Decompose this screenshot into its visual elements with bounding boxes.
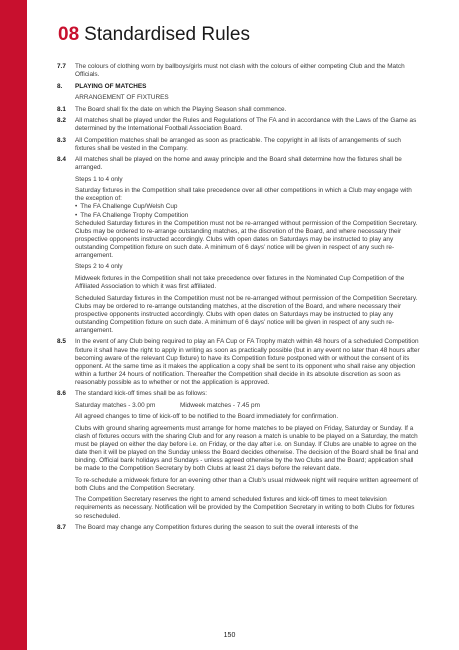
rule-text: All matches shall be played on the home and away principle and the Board shall determine how the fixtures shall be arranged. <box>75 156 402 172</box>
steps-label: Steps 1 to 4 only <box>75 175 123 183</box>
section-colour-bar <box>0 0 27 650</box>
saturday-kickoff: Saturday matches - 3.00 pm <box>75 401 156 409</box>
page-title <box>58 24 250 46</box>
rule-number: 8.7 <box>57 524 66 532</box>
rule-text: Scheduled Saturday fixtures in the Competition must not be re-arranged without permission of the Competition Secretary. Clubs may be ordered to re-arrange outstanding matches, at the discretion of the Board, and where necessary their prospective opponents instructed accordingly. Clubs with open dates on Saturdays may be instructed to play any outstanding Competition fixture on such date. A minimum of 6 days’ notice will be given in respect of any such re-arrangement. <box>75 294 418 334</box>
rule-number: 8.4 <box>57 156 66 164</box>
rule-8-6 <box>57 390 422 520</box>
list-item: • The FA Challenge Trophy Competition <box>75 212 422 220</box>
rule-text: Saturday fixtures in the Competition shall take precedence over all other competitions in which a Club may engage with the exception of: <box>75 187 412 203</box>
rule-number: 8. <box>57 82 63 90</box>
rule-text: The standard kick-off times shall be as follows: <box>75 390 208 398</box>
rule-text: All Competition matches shall be arranged as soon as practicable. The copyright in all lists of arrangements of such fixtures shall be vested in the Company. <box>75 136 401 152</box>
rule-8 <box>57 83 422 103</box>
rule-number: 7.7 <box>57 63 66 70</box>
rule-8-1 <box>57 106 422 114</box>
rule-text: Midweek fixtures in the Competition shall not take precedence over fixtures in the Nominated Cup Competition of the Affiliated Association to which it was first affiliated. <box>75 274 405 291</box>
rule-8-2 <box>57 117 422 133</box>
kickoff-times <box>75 402 422 410</box>
rule-text: The Board may change any Competition fixtures during the season to suit the overall interests of the <box>75 524 359 532</box>
rule-text: The Competition Secretary reserves the right to amend scheduled fixtures and kick-off times to meet television requirements as necessary. Notification will be provided by the Competition Secretary in writing to both Clubs for fixtures so rescheduled. <box>75 496 415 520</box>
rule-text: All agreed changes to time of kick-off to be notified to the Board immediately for confirmation. <box>75 413 339 421</box>
rule-text: Scheduled Saturday fixtures in the Competition must not be re-arranged without permission of the Competition Secretary. Clubs may be ordered to re-arrange outstanding matches, at the discretion of the Board, and where necessary their prospective opponents instructed accordingly. Clubs with open dates on Saturdays may be instructed to play any outstanding Competition fixture on such date. A minimum of 6 days’ notice will be given in respect of any such re-arrangement. <box>75 219 418 259</box>
rule-number: 8.5 <box>57 338 66 346</box>
list-item: • The FA Challenge Cup/Welsh Cup <box>75 203 422 211</box>
midweek-kickoff: Midweek matches - 7.45 pm <box>180 401 260 409</box>
section-heading: PLAYING OF MATCHES <box>75 82 147 90</box>
section-number: 08 <box>58 24 80 45</box>
steps-label: Steps 2 to 4 only <box>75 263 123 271</box>
rule-7-7 <box>57 63 422 79</box>
rule-text: Clubs with ground sharing agreements must arrange for home matches to be played on Friday, Saturday or Sunday. If a clash of fixtures occurs with the sharing Club and for any reason a match is unable to be played on a Saturday, the match must be played on either the day before i.e. on Friday, or the day after i.e. on Sunday. If Clubs are unable to agree on the date then it will be played on the Sunday unless the Board decides otherwise. The decision of the Board shall be final and binding. Official bank holidays and Sundays - unless agreed otherwise by the two Clubs and the Board; application shall be made to the Competition Secretary by both Clubs at least 21 days before the relevant date. <box>75 424 419 473</box>
rule-number: 8.2 <box>57 117 66 125</box>
rule-8-4 <box>57 156 422 335</box>
rule-text: All matches shall be played under the Rules and Regulations of The FA and in accordance with the Laws of the Game as determined by the International Football Association Board. <box>75 117 417 133</box>
rule-text: The colours of clothing worn by ballboys/girls must not clash with the colours of either competing Club and the Match Officials. <box>75 63 405 79</box>
page-number: 150 <box>223 632 236 639</box>
rule-number: 8.1 <box>57 105 66 113</box>
rule-8-3 <box>57 137 422 153</box>
exception-list <box>75 203 422 219</box>
rules-content <box>57 63 422 536</box>
rule-text: In the event of any Club being required to play an FA Cup or FA Trophy match within 48 hours of a scheduled Competition fixture it shall have the right to apply in writing as soon as practically possible (but in any event no later than 48 hours after becoming aware of the relevant Cup fixture) to have its Competition fixture postponed with or without the consent of its opponent. At the same time as it makes the application a copy shall be sent to its opponent who shall raise any objection within a further 24 hours of notification. Thereafter the Competition shall decide in its absolute discretion as soon as reasonably possible as to whether or not the application is approved. <box>75 338 420 386</box>
subheading: ARRANGEMENT OF FIXTURES <box>75 94 169 102</box>
section-title: Standardised Rules <box>84 24 250 45</box>
rule-8-5 <box>57 338 422 387</box>
rule-8-7 <box>57 524 422 532</box>
rule-number: 8.3 <box>57 136 66 144</box>
rule-text: To re-schedule a midweek fixture for an evening other than a Club’s usual midweek night will require written agreement of both Clubs and the Competition Secretary. <box>75 476 419 492</box>
rule-number: 8.6 <box>57 390 66 398</box>
rule-text: The Board shall fix the date on which the Playing Season shall commence. <box>75 105 287 113</box>
